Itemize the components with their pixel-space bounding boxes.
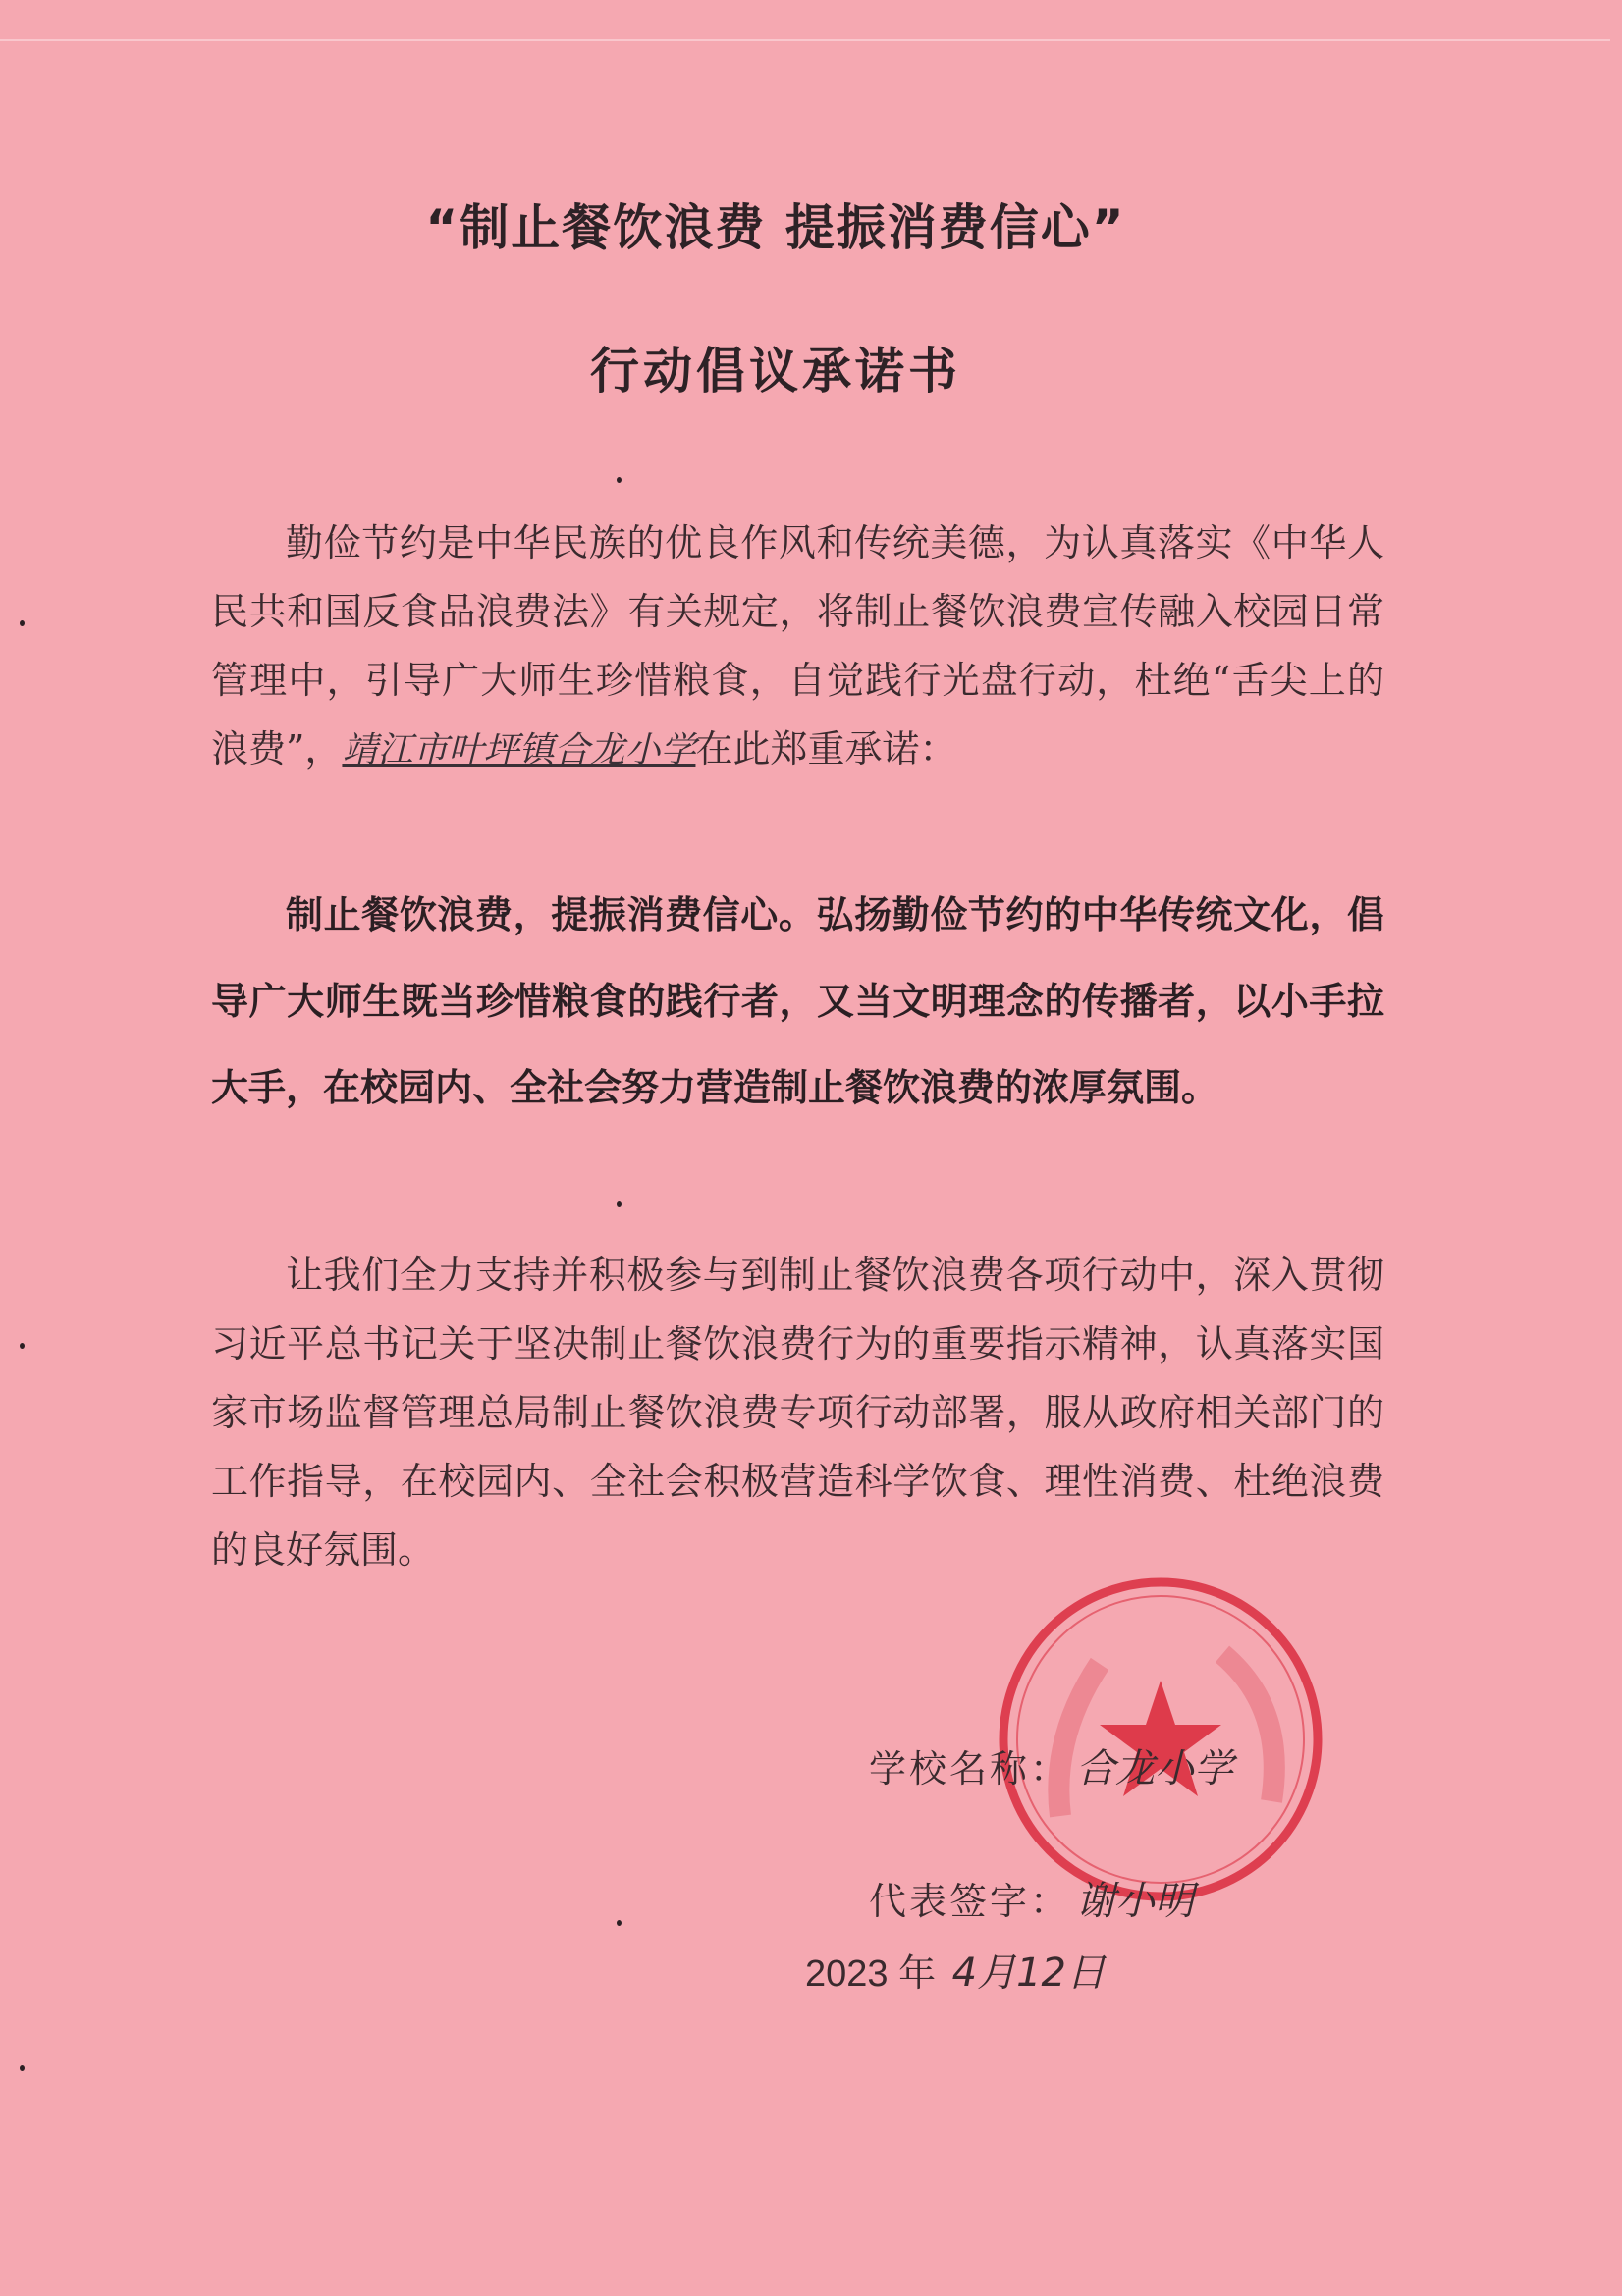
representative-signature-row [869, 1870, 1194, 1926]
scan-speck [617, 477, 622, 483]
date-row [805, 1942, 1106, 1998]
paragraph-call-to-action: 让我们全力支持并积极参与到制止餐饮浪费各项行动中，深入贯彻习近平总书记关于坚决制止餐饮浪费行为的重要指示精神，认真落实国家市场监督管理总局制止餐饮浪费专项行动部署，服从政府相关部门的工作指导，在校园内、全社会积极营造科学饮食、理性消费、杜绝浪费的良好氛围。 [211, 1254, 1384, 1572]
date-year: 2023 年 [805, 1953, 937, 1995]
school-name-label: 学校名称： [869, 1747, 1071, 1790]
intro-text: 勤俭节约是中华民族的优良作风和传统美德，为认真落实《中华人民共和国反食品浪费法》有关规定，将制止餐饮浪费宣传融入校园日常管理中，引导广大师生珍惜粮食，自觉践行光盘行动，杜绝“舌尖上的浪费”， [211, 521, 1384, 771]
paragraph-pledge-bold: 制止餐饮浪费，提振消费信心。弘扬勤俭节约的中华传统文化，倡导广大师生既当珍惜粮食的践行者，又当文明理念的传播者，以小手拉大手，在校园内、全社会努力营造制止餐饮浪费的浓厚氛围。 [211, 893, 1384, 1109]
representative-signature: 谢小明 [1076, 1879, 1195, 1924]
intro-text-end: 在此郑重承诺： [695, 727, 957, 771]
representative-label: 代表签字： [869, 1880, 1071, 1923]
document-title-line2: 行动倡议承诺书 [590, 343, 961, 400]
handwritten-school-full-name: 靖江市叶坪镇合龙小学 [342, 730, 696, 771]
scan-speck [20, 2065, 25, 2071]
scan-speck [617, 1201, 622, 1207]
scan-speck [20, 1343, 25, 1349]
school-name-handwritten: 合龙小学 [1076, 1746, 1234, 1791]
school-name-row [869, 1737, 1233, 1793]
paragraph-intro [211, 508, 1384, 785]
scan-speck [20, 620, 25, 626]
document-title-line1: “制止餐饮浪费 提振消费信心” [425, 199, 1126, 256]
date-handwritten: 4月12日 [951, 1950, 1107, 1996]
scan-speck [617, 1920, 622, 1926]
